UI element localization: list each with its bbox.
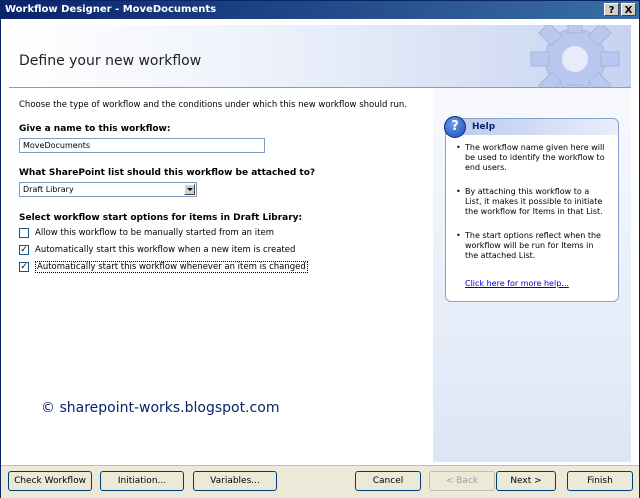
finish-button[interactable]: Finish: [567, 471, 633, 491]
help-box: [445, 118, 619, 302]
option-label: Allow this workflow to be manually started from an item: [35, 228, 274, 238]
cancel-button[interactable]: Cancel: [355, 471, 421, 491]
help-item: • The workflow name given here will be used to identify the workflow to end users.: [456, 143, 605, 172]
initiation-button[interactable]: Initiation...: [100, 471, 184, 491]
window-title: Workflow Designer - MoveDocuments: [5, 4, 217, 15]
footer-bar: [1, 465, 639, 498]
next-button[interactable]: Next >: [496, 471, 556, 491]
page-title: Define your new workflow: [19, 53, 202, 69]
help-icon: ?: [444, 116, 466, 138]
list-label: What SharePoint list should this workflow be attached to?: [19, 168, 316, 178]
workflow-name-input[interactable]: [19, 138, 265, 153]
list-select[interactable]: [19, 182, 197, 197]
manual-start-checkbox[interactable]: [19, 228, 29, 238]
help-pane: [433, 88, 631, 462]
help-item: • The start options reflect when the workflow will be run for Items in the attached List.: [456, 231, 601, 260]
help-title-button[interactable]: ?: [604, 3, 619, 16]
back-button[interactable]: < Back: [429, 471, 495, 491]
start-on-create-checkbox[interactable]: ✓: [20, 245, 28, 255]
chevron-down-icon[interactable]: [184, 184, 195, 195]
more-help-link[interactable]: Click here for more help...: [465, 279, 569, 288]
list-select-value: Draft Library: [23, 185, 74, 194]
variables-button[interactable]: Variables...: [193, 471, 277, 491]
check-workflow-button[interactable]: Check Workflow: [8, 471, 92, 491]
option-label: Automatically start this workflow whenever an item is changed: [37, 262, 306, 272]
name-label: Give a name to this workflow:: [19, 124, 171, 134]
wizard-header: [9, 25, 631, 88]
help-title: Help: [472, 122, 496, 132]
watermark: © sharepoint-works.blogspot.com: [41, 400, 280, 416]
gear-icon: [525, 25, 625, 88]
start-on-change-checkbox[interactable]: ✓: [20, 262, 28, 272]
help-item: • By attaching this workflow to a List, it makes it possible to initiate the workflow for Items in that List.: [456, 187, 603, 216]
intro-text: Choose the type of workflow and the conditions under which this new workflow should run.: [19, 100, 408, 110]
title-bar: [1, 1, 639, 19]
start-options-label: Select workflow start options for items in Draft Library:: [19, 213, 303, 223]
option-label: Automatically start this workflow when a new item is created: [35, 245, 296, 255]
help-header: [446, 119, 618, 135]
close-button[interactable]: X: [621, 3, 636, 16]
